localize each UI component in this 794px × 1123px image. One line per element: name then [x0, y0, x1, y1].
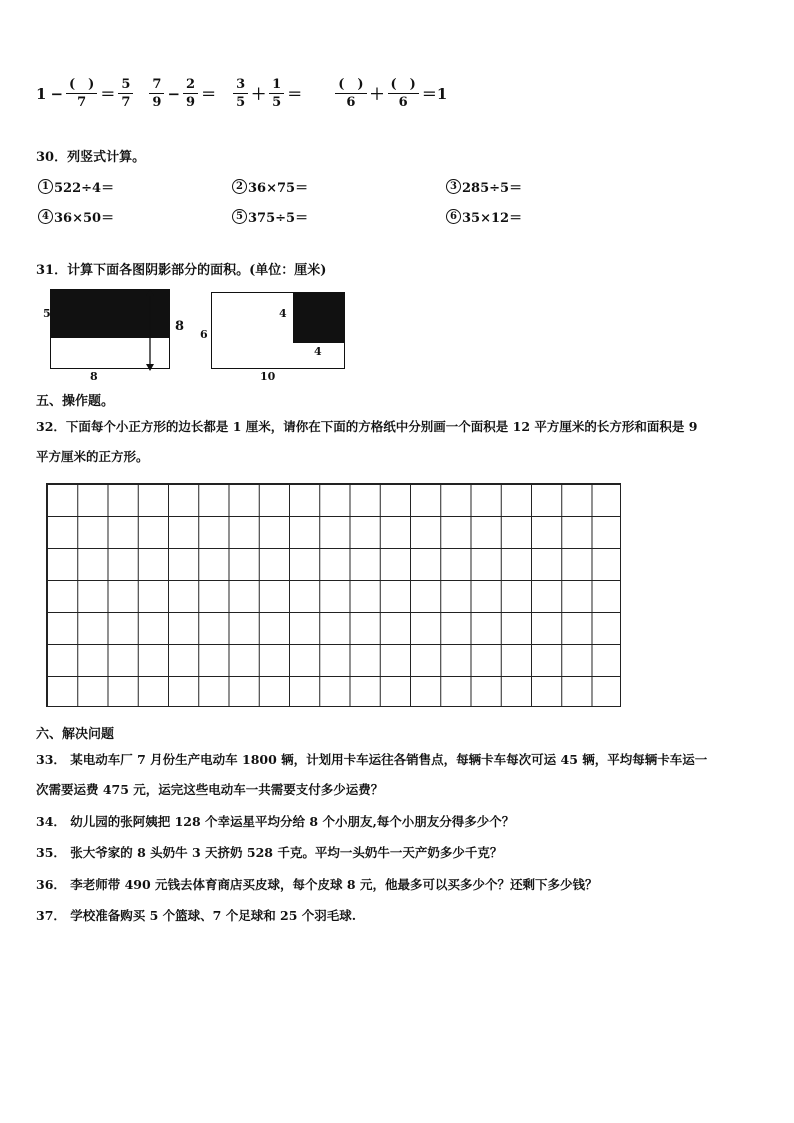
figure-2-shaded-square	[293, 293, 344, 343]
section-5-heading: 五、操作题。	[36, 394, 115, 409]
circled-number-icon: 1	[38, 179, 53, 194]
q37: 37． 学校准备购买 5 个篮球、7 个足球和 25 个羽毛球.	[36, 908, 357, 923]
fraction: $\frac{3}{5}$	[233, 78, 248, 109]
q30-title: 30．列竖式计算。	[36, 150, 146, 165]
figure-1-label-right: 8	[175, 319, 185, 334]
figure-2-label-left: 6	[200, 328, 208, 341]
q31-title: 31．计算下面各图阴影部分的面积。(单位：厘米)	[36, 263, 327, 278]
fraction: $\frac{7}{9}$	[149, 78, 164, 109]
fraction: $\frac{2}{9}$	[183, 78, 198, 109]
q32-line-2: 平方厘米的正方形。	[36, 449, 149, 464]
calc-item-5: 5 375÷5＝	[232, 207, 308, 226]
calc-item-6: 6 35×12＝	[446, 207, 522, 226]
figure-1-arrow-vertical	[145, 289, 155, 371]
calc-item-1: 1 522÷4＝	[38, 177, 114, 196]
q32-line-1: 32．下面每个小正方形的边长都是 1 厘米，请你在下面的方格纸中分别画一个面积是 12 平方厘米的长方形和面积是 9	[36, 419, 698, 434]
q33-line-2: 次需要运费 475 元，运完这些电动车一共需要支付多少运费？	[36, 782, 384, 797]
figure-2-label-inner-bottom: 4	[314, 345, 322, 358]
q34: 34． 幼儿园的张阿姨把 128 个幸运星平均分给 8 个小朋友,每个小朋友分得多少个？	[36, 814, 515, 829]
figure-1-label-left: 5	[43, 307, 51, 320]
circled-number-icon: 2	[232, 179, 247, 194]
calc-item-2: 2 36×75＝	[232, 177, 308, 196]
q36: 36． 李老师带 490 元钱去体育商店买皮球，每个皮球 8 元，他最多可以买多少个？还剩下多少钱？	[36, 877, 598, 892]
section-6-heading: 六、解决问题	[36, 727, 115, 742]
fractions-row	[34, 78, 449, 109]
fraction: $\frac{( )}{6}$	[388, 78, 419, 109]
calc-item-3: 3 285÷5＝	[446, 177, 522, 196]
q33-line-1: 33． 某电动车厂 7 月份生产电动车 1800 辆，计划用卡车运往各销售点，每辆卡车每次可运 45 辆，平均每辆卡车运一	[36, 752, 708, 767]
figure-2-inner-horizontal	[293, 342, 344, 344]
figure-2-label-inner-left: 4	[279, 307, 287, 320]
q35: 35． 张大爷家的 8 头奶牛 3 天挤奶 528 千克。平均一头奶牛一天产奶多少千克？	[36, 845, 503, 860]
figure-2-label-bottom: 10	[260, 370, 276, 383]
figure-1	[30, 285, 185, 383]
fraction-expression-4: $\frac{( )}{6}$ ＋ $\frac{( )}{6}$ ＝1	[334, 78, 449, 109]
fraction-expression-2: $\frac{7}{9}$ − $\frac{2}{9}$ ＝	[148, 78, 218, 109]
circled-number-icon: 6	[446, 209, 461, 224]
fraction: $\frac{1}{5}$	[269, 78, 284, 109]
figure-1-label-bottom: 8	[90, 370, 98, 383]
fraction-expression-1: 1 − $\frac{( )}{7}$ ＝ $\frac{5}{7}$	[34, 78, 134, 109]
grid-paper[interactable]	[46, 483, 621, 707]
fraction: $\frac{5}{7}$	[118, 78, 133, 109]
figure-2	[195, 285, 355, 385]
calc-item-4: 4 36×50＝	[38, 207, 114, 226]
fraction: $\frac{( )}{6}$	[335, 78, 366, 109]
fraction: $\frac{( )}{7}$	[66, 78, 97, 109]
fraction-expression-3: $\frac{3}{5}$ ＋ $\frac{1}{5}$ ＝	[232, 78, 304, 109]
circled-number-icon: 3	[446, 179, 461, 194]
circled-number-icon: 4	[38, 209, 53, 224]
figure-2-inner-vertical	[293, 293, 295, 343]
circled-number-icon: 5	[232, 209, 247, 224]
